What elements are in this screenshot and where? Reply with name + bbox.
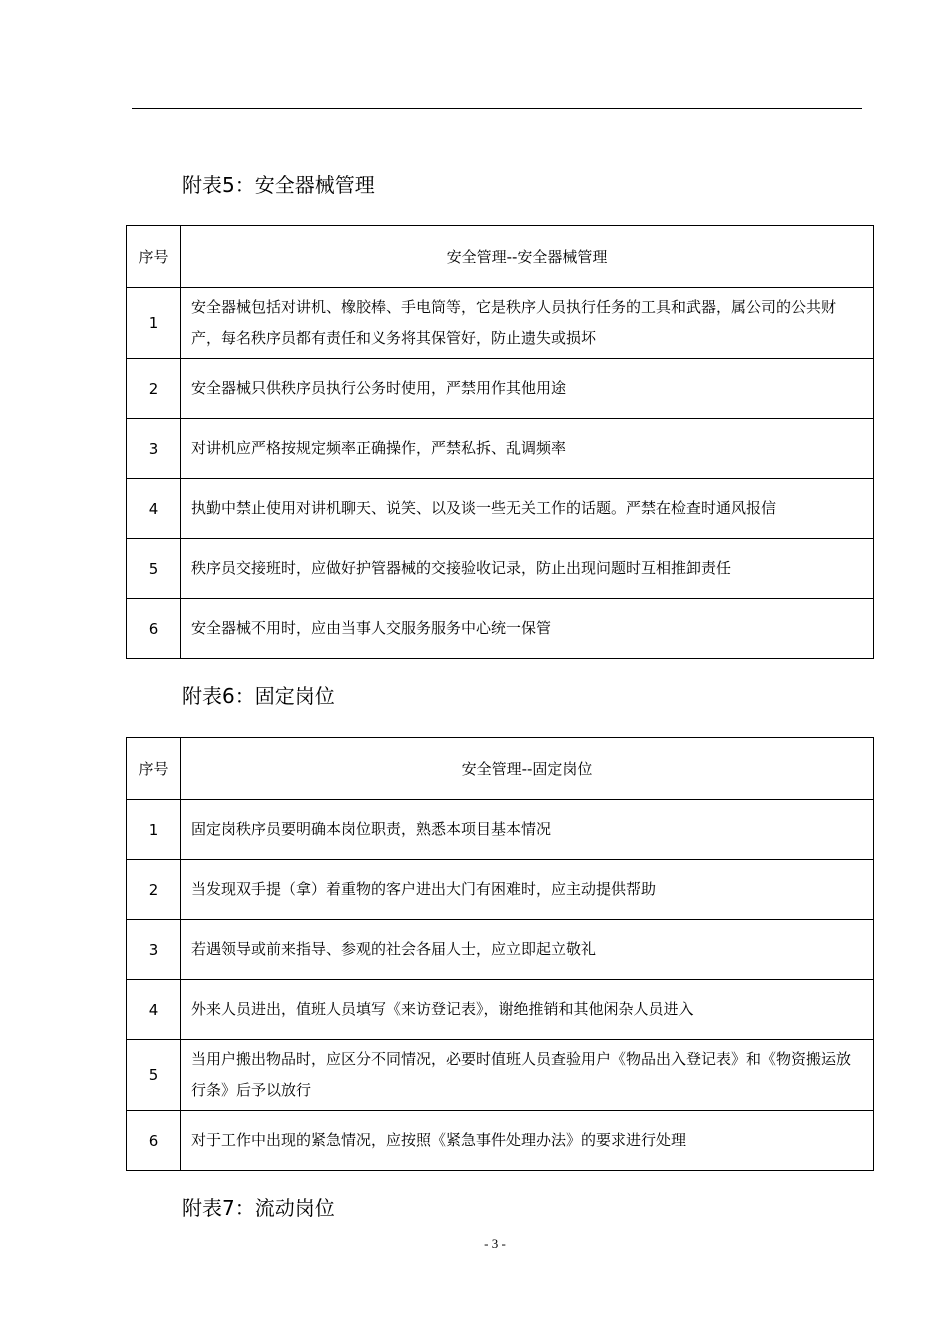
- row-num: 5: [127, 539, 181, 599]
- row-text: 当发现双手提（拿）着重物的客户进出大门有困难时，应主动提供帮助: [181, 860, 874, 920]
- page-number: - 3 -: [484, 1236, 506, 1251]
- row-text: 当用户搬出物品时，应区分不同情况，必要时值班人员查验用户《物品出入登记表》和《物资搬运放行条》后予以放行: [181, 1040, 874, 1111]
- row-num: 2: [127, 860, 181, 920]
- row-text: 执勤中禁止使用对讲机聊天、说笑、以及谈一些无关工作的话题。严禁在检查时通风报信: [181, 479, 874, 539]
- table-row: [127, 920, 874, 980]
- row-num: 3: [127, 920, 181, 980]
- row-text: 安全器械只供秩序员执行公务时使用，严禁用作其他用途: [181, 359, 874, 419]
- table-row: [127, 419, 874, 479]
- row-num: 5: [127, 1040, 181, 1111]
- table-row: [127, 860, 874, 920]
- header-rule: [132, 108, 862, 109]
- table-row: [127, 599, 874, 659]
- row-text: 秩序员交接班时，应做好护管器械的交接验收记录，防止出现问题时互相推卸责任: [181, 539, 874, 599]
- row-text: 对于工作中出现的紧急情况，应按照《紧急事件处理办法》的要求进行处理: [181, 1111, 874, 1171]
- table-row: [127, 980, 874, 1040]
- table-row: [127, 479, 874, 539]
- table5-heading: 附表5：安全器械管理: [182, 173, 375, 197]
- row-text: 安全器械不用时，应由当事人交服务服务中心统一保管: [181, 599, 874, 659]
- table-row: [127, 359, 874, 419]
- table-row: [127, 800, 874, 860]
- row-num: 3: [127, 419, 181, 479]
- row-num: 4: [127, 980, 181, 1040]
- table-header-row: [127, 226, 874, 288]
- table-row: [127, 1040, 874, 1111]
- row-num: 1: [127, 800, 181, 860]
- row-num: 6: [127, 599, 181, 659]
- row-text: 对讲机应严格按规定频率正确操作，严禁私拆、乱调频率: [181, 419, 874, 479]
- row-num: 2: [127, 359, 181, 419]
- row-text: 若遇领导或前来指导、参观的社会各届人士，应立即起立敬礼: [181, 920, 874, 980]
- row-num: 1: [127, 288, 181, 359]
- col-title-header: 安全管理--固定岗位: [181, 738, 874, 800]
- table5: [126, 225, 874, 659]
- table-row: [127, 539, 874, 599]
- row-text: 固定岗秩序员要明确本岗位职责，熟悉本项目基本情况: [181, 800, 874, 860]
- col-title-header: 安全管理--安全器械管理: [181, 226, 874, 288]
- table-header-row: [127, 738, 874, 800]
- col-num-header: 序号: [127, 226, 181, 288]
- col-num-header: 序号: [127, 738, 181, 800]
- table6: [126, 737, 874, 1171]
- row-text: 安全器械包括对讲机、橡胶棒、手电筒等，它是秩序人员执行任务的工具和武器，属公司的公共财产，每名秩序员都有责任和义务将其保管好，防止遗失或损坏: [181, 288, 874, 359]
- table7-heading: 附表7：流动岗位: [182, 1196, 335, 1220]
- row-num: 4: [127, 479, 181, 539]
- table6-heading: 附表6：固定岗位: [182, 684, 335, 708]
- table-row: [127, 1111, 874, 1171]
- row-text: 外来人员进出，值班人员填写《来访登记表》，谢绝推销和其他闲杂人员进入: [181, 980, 874, 1040]
- table-row: [127, 288, 874, 359]
- row-num: 6: [127, 1111, 181, 1171]
